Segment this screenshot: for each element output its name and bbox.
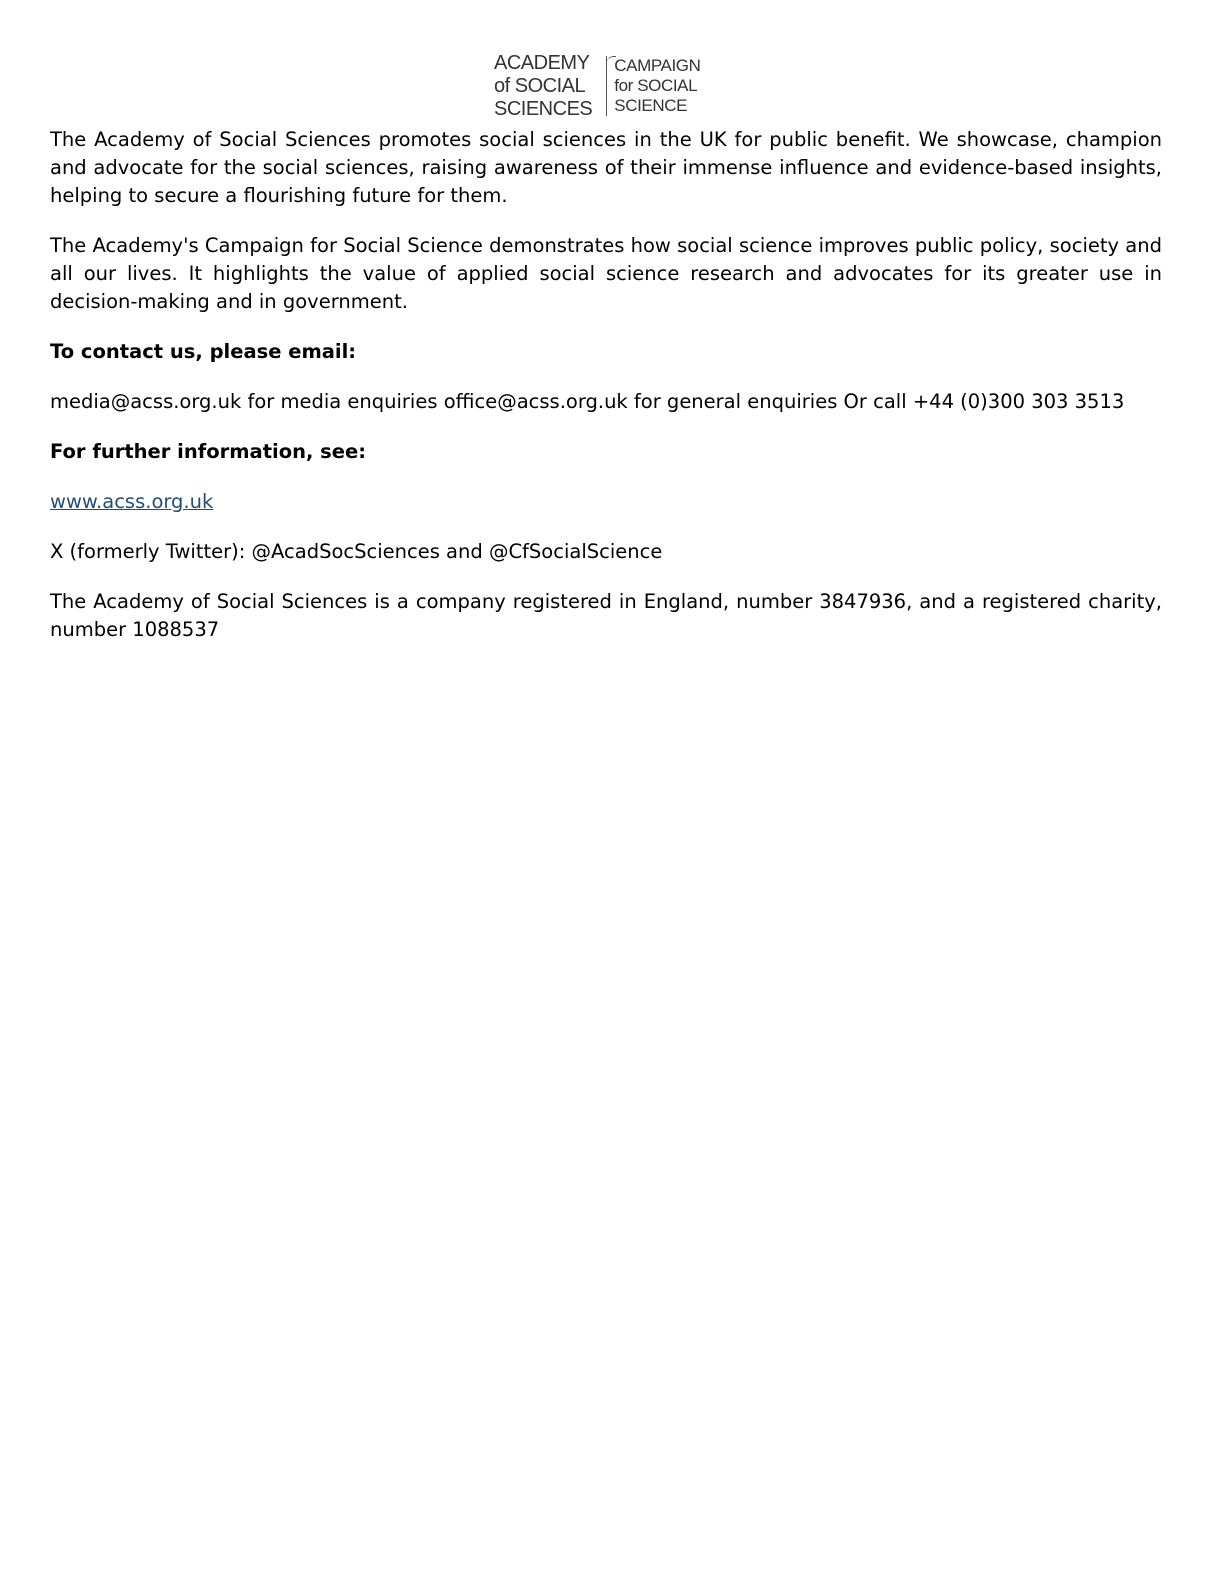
document-body (50, 126, 1162, 666)
contact-heading: To contact us, please email: (50, 340, 357, 363)
academy-logo-text (494, 52, 606, 121)
social-text: X (formerly Twitter): @AcadSocSciences and @CfSocialScience (50, 540, 663, 563)
academy-logo-line-2: of SOCIAL (494, 75, 586, 97)
website-link[interactable]: www.acss.org.uk (50, 490, 214, 513)
campaign-logo-line-3: SCIENCE (614, 96, 688, 115)
campaign-logo-text (606, 56, 700, 116)
campaign-paragraph: The Academy's Campaign for Social Science demonstrates how social science improves public policy, society and all our lives. It highlights the value of applied social science research and advocates for its greater use in decision-making and in government. (50, 234, 1162, 313)
contact-text: media@acss.org.uk for media enquiries office@acss.org.uk for general enquiries Or call +44 (0)300 303 3513 (50, 390, 1125, 413)
acss-logo (494, 52, 700, 121)
academy-logo-line-3: SCIENCES (494, 98, 593, 120)
registration-text: The Academy of Social Sciences is a company registered in England, number 3847936, and a registered charity, number 1088537 (50, 590, 1162, 641)
campaign-logo-line-2: for SOCIAL (614, 76, 698, 95)
intro-paragraph: The Academy of Social Sciences promotes social sciences in the UK for public benefit. We showcase, champion and advocate for the social sciences, raising awareness of their immense influence and evidence-based insights, helping to secure a flourishing future for them. (50, 128, 1162, 207)
website-paragraph (50, 488, 1162, 516)
academy-logo-line-1: ACADEMY (494, 52, 590, 74)
further-info-heading: For further information, see: (50, 440, 367, 463)
campaign-logo-line-1: CAMPAIGN (614, 56, 701, 75)
